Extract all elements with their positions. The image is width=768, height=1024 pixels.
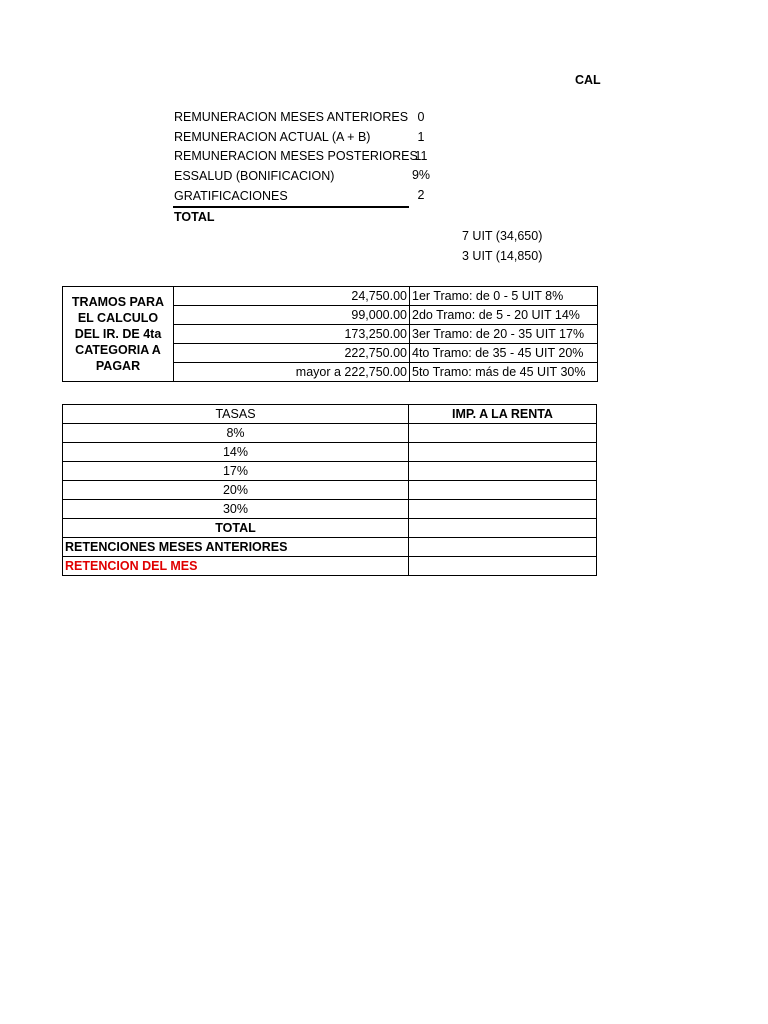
imp-renta-cell[interactable] (409, 462, 597, 481)
rate-cell[interactable]: 20% (63, 481, 409, 500)
uit-note-7: 7 UIT (34,650) (462, 229, 543, 243)
imp-renta-cell[interactable] (409, 424, 597, 443)
tramo-amount[interactable]: 24,750.00 (174, 287, 410, 306)
retenciones-row (63, 538, 597, 557)
imp-renta-cell[interactable] (409, 443, 597, 462)
rate-cell[interactable]: 8% (63, 424, 409, 443)
tasas-header-row (63, 405, 597, 424)
table-row (63, 500, 597, 519)
rate-cell[interactable]: 17% (63, 462, 409, 481)
summary-label-actual: REMUNERACION ACTUAL (A + B) (174, 130, 371, 144)
table-row (63, 443, 597, 462)
imp-renta-header: IMP. A LA RENTA (409, 405, 597, 424)
summary-total-label: TOTAL (174, 210, 215, 224)
retenciones-label: RETENCIONES MESES ANTERIORES (63, 538, 409, 557)
summary-value-actual: 1 (417, 130, 425, 144)
summary-value-gratificaciones: 2 (417, 188, 425, 202)
table-row (63, 424, 597, 443)
summary-label-meses-posteriores: REMUNERACION MESES POSTERIORES (174, 149, 418, 163)
table-row (63, 462, 597, 481)
tramo-desc[interactable]: 1er Tramo: de 0 - 5 UIT 8% (410, 287, 598, 306)
tramo-desc[interactable]: 3er Tramo: de 20 - 35 UIT 17% (410, 325, 598, 344)
tramo-amount[interactable]: 173,250.00 (174, 325, 410, 344)
sheet-title: CAL (575, 73, 601, 87)
tramo-amount[interactable]: 222,750.00 (174, 344, 410, 363)
rate-cell[interactable]: 14% (63, 443, 409, 462)
imp-renta-cell[interactable] (409, 500, 597, 519)
tramo-amount[interactable]: mayor a 222,750.00 (174, 363, 410, 382)
tramo-desc[interactable]: 4to Tramo: de 35 - 45 UIT 20% (410, 344, 598, 363)
tasas-table (62, 404, 597, 576)
total-value-cell[interactable] (409, 519, 597, 538)
summary-label-meses-anteriores: REMUNERACION MESES ANTERIORES (174, 110, 409, 124)
summary-label-gratificaciones: GRATIFICACIONES (174, 189, 288, 203)
tramo-desc[interactable]: 5to Tramo: más de 45 UIT 30% (410, 363, 598, 382)
tasas-header: TASAS (63, 405, 409, 424)
retenciones-value-cell[interactable] (409, 538, 597, 557)
summary-value-meses-anteriores: 0 (417, 110, 425, 124)
imp-renta-cell[interactable] (409, 481, 597, 500)
tramo-amount[interactable]: 99,000.00 (174, 306, 410, 325)
tramo-row (63, 287, 598, 306)
summary-value-essalud: 9% (411, 168, 431, 182)
retencion-mes-label: RETENCION DEL MES (63, 557, 409, 576)
rate-cell[interactable]: 30% (63, 500, 409, 519)
summary-value-meses-posteriores: 11 (414, 149, 428, 163)
table-row (63, 481, 597, 500)
retencion-mes-value-cell[interactable] (409, 557, 597, 576)
tramos-table (62, 286, 598, 382)
tramo-desc[interactable]: 2do Tramo: de 5 - 20 UIT 14% (410, 306, 598, 325)
retencion-mes-row (63, 557, 597, 576)
summary-label-essalud: ESSALUD (BONIFICACION) (174, 169, 335, 183)
tramos-label: TRAMOS PARA EL CALCULO DEL IR. DE 4ta CATEGORIA A PAGAR (63, 287, 174, 382)
total-label: TOTAL (63, 519, 409, 538)
total-row (63, 519, 597, 538)
uit-note-3: 3 UIT (14,850) (462, 249, 543, 263)
